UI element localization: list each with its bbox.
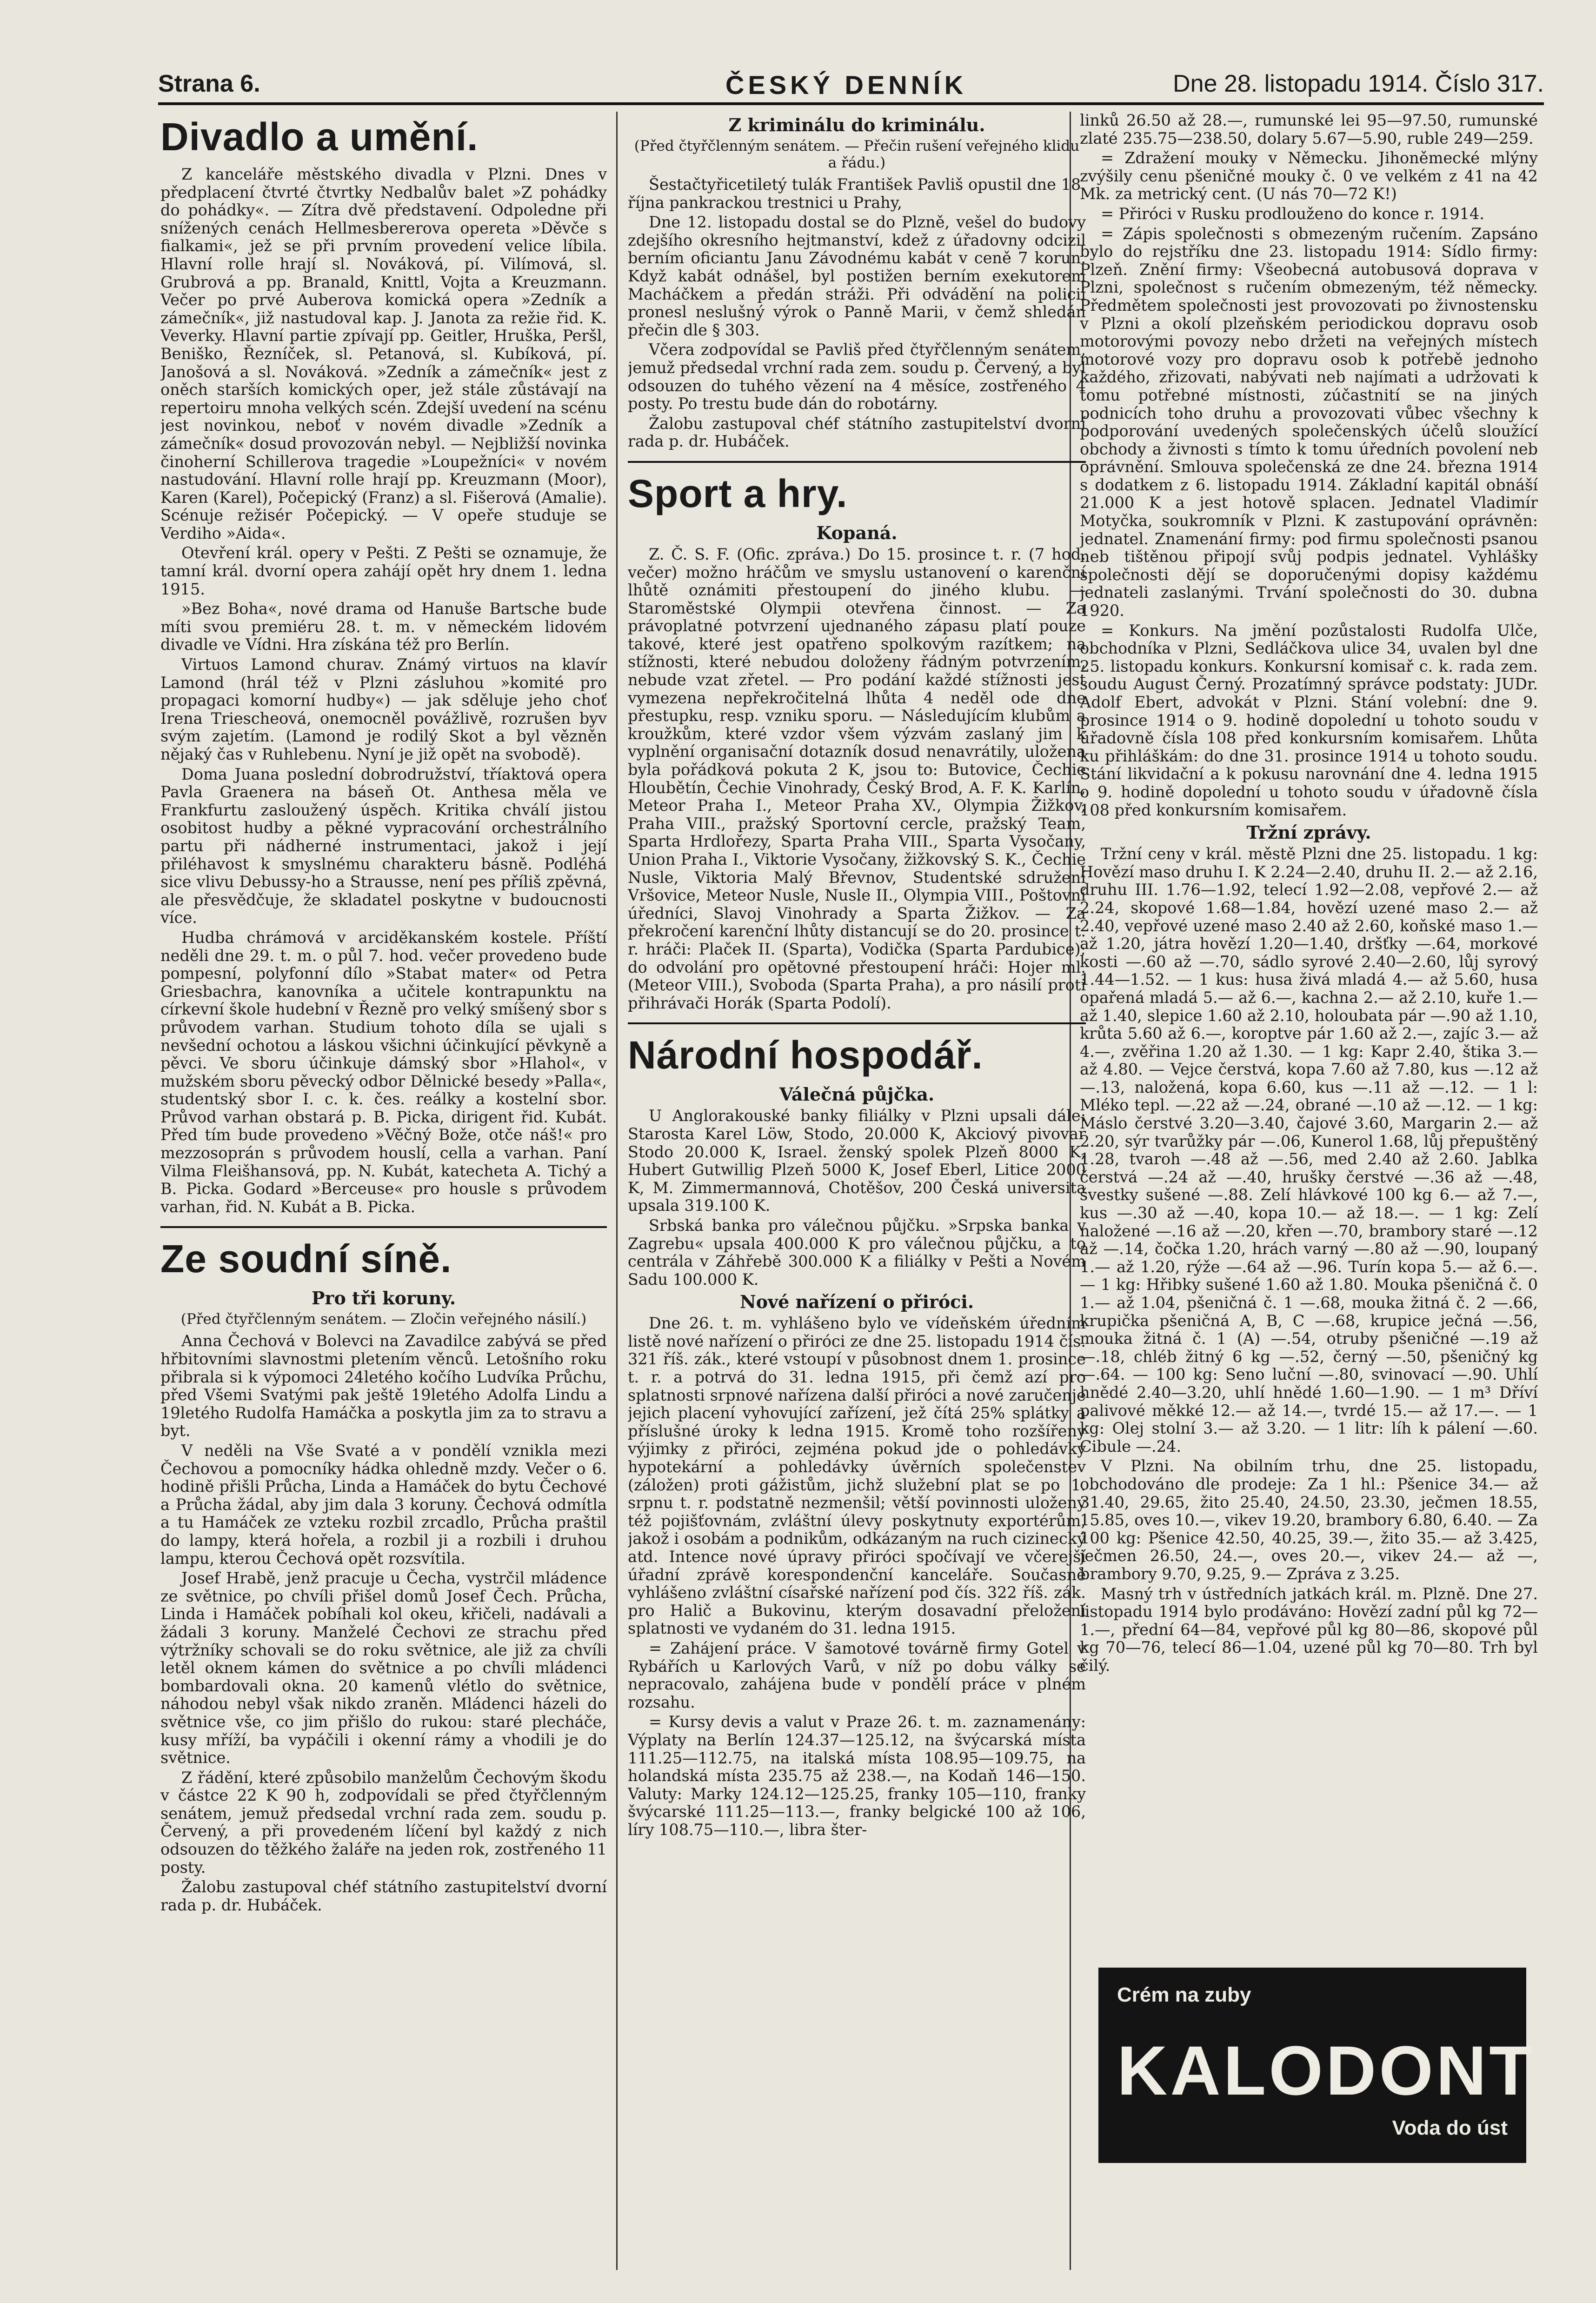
article-paragraph: Josef Hrabě, jenž pracuje u Čecha, vystrčil mládence ze světnice, po chvíli přišel domů Josef Čech. Průcha, Linda i Hamáček pobíhali kol okeu, křičeli, nadávali a žádali 3 koruny. Manželé Čechovi ze strachu před výtržníky schovali se do roku světnice, ale již za chvíli letěl oknem kámen do světnice a po chvíli mládenci bombardovali okna. 20 kamenů vlétlo do světnice, náhodou nebyl však nikdo zraněn. Mládenci házeli do světnice vše, co jim přišlo do rukou: staré plecháče, kusy mříží, ba vypáčili i okenní rámy a vhodili je do světnice. [160, 1569, 607, 1767]
section-rule [160, 1226, 607, 1228]
article-paragraph: = Zápis společnosti s obmezeným ručením. Zapsáno bylo do rejstříku dne 23. listopadu 1914: Sídlo firmy: Plzeň. Znění firmy: Všeobecná autobusová doprava v Plzni, společnost s ručením obmezeným, též německy. Předmětem společnosti jest provozovati po živnostensku v Plzni a okolí plzeňském periodickou dopravu osob motorovými povozy nebo držeti na veřejných místech motorové vozy pro dopravu osob k potřebě jednoho každého, zřizovati, nabývati neb najímati a udržovati k tomu potřebné místnosti, zúčastnití se na jiných podnicích toho druhu a provozovati vůbec všechny k podporování uvedených společenských účelů sloužící obchody a živnosti s tímto k tomu úředních povolení neb oprávnění. Smlouva společenská ze dne 24. března 1914 s dodatkem z 6. listopadu 1914. Základní kapitál obnáší 21.000 K a jest hotově splacen. Jednatel Vladimír Motyčka, soukromník v Plzni. K zastupování oprávněn: jednatel. Znamenání firmy: pod firmu společnosti psanou neb tištěnou připojí svůj podpis jednatel. Vyhlášky společnosti dějí se doporučenými dopisy každému jednateli zaslanými. Trvání společnosti do 30. dubna 1920. [1080, 224, 1538, 620]
article-paragraph: Anna Čechová v Bolevci na Zavadilce zabývá se před hřbitovními slavnostmi pletením věnců. Letošního roku přibrala si k výpomoci 24letého kočího Ludvíka Průchu, před Všemi Svatými pak ještě 19letého Adolfa Lindu a 19letého Rudolfa Hamáčka a poskytla jim za to stravu a byt. [160, 1332, 607, 1440]
column-3 [1080, 112, 1538, 2275]
section-title-court: Ze soudní síně. [160, 1237, 452, 1281]
article-paragraph: Z. Č. S. F. (Ofic. zpráva.) Do 15. prosince t. r. (7 hod. večer) možno hráčům ve smyslu ustanovení o karenční lhůtě oznámiti přestoupení do jiného klubu. — Staroměstské Olympii otevřena činnost. — Za právoplatné potvrzení ujednaného zápasu platí pouze takové, které jest opatřeno spolkovým razítkem; na stížnosti, které nebudou doloženy řádným potvrzením, nebude vzat zřetel. — Pro podání každé stížnosti jest vymezena nepřekročitelná lhůta 4 neděl ode dne přestupku, resp. vzniku sporu. — Následujícím klubům a kroužkům, které vzdor všem výzvám zaslaný jim k vyplnění organisační dotazník dosud nenavrátily, uložena byla pořádková pokuta 2 K, jsou to: Butovice, Čechie Hloubětín, Čechie Vinohrady, Český Brod, A. F. K. Karlín, Meteor Praha I., Meteor Praha XV., Olympia Žižkov, Praha VIII., pražský Sportovní cercle, pražský Team, Sparta Hrdlořezy, Sparta Praha VIII., Sparta Vysočany, Union Praha I., Viktorie Vysočany, žižkovský S. K., Čechie Nusle, Viktoria Malý Břevnov, Studentské sdružení Vršovice, Meteor Nusle, Nusle II., Olympia VIII., Poštovní úředníci, Slavoj Vinohrady a Sparta Žižkov. — Za překročení karenční lhůty distancují se do 20. prosince t. r. hráči: Plaček II. (Sparta), Vodička (Sparta Pardubice); do odvolání pro opětovné přestoupení hráči: Hojer ml. (Meteor VIII.), Svoboda (Sparta Praha), a pro násilí proti přihrávači Horák (Sparta Podolí). [628, 545, 1086, 1012]
masthead: ČESKÝ DENNÍK [725, 70, 967, 100]
ad-line-bottom: Voda do úst [1392, 2116, 1508, 2139]
section-rule [628, 461, 1086, 463]
article-paragraph: = Konkurs. Na jmění pozůstalosti Rudolfa Ulče, obchodníka v Plzni, Sedláčkova ulice 34, uvalen byl dne 25. listopadu konkurs. Konkursní komisař c. k. rada zem. soudu August Černý. Prozatímný správce podstaty: JUDr. Adolf Ebert, advokát v Plzni. Stání volební: dne 9. prosince 1914 o 9. hodině dopolední u tohoto soudu v úřadovně čísla 108 před konkursním komisařem. Lhůta ku přihláškám: do dne 31. prosince 1914 u tohoto soudu. Stání likvidační a k pokusu narovnání dne 4. ledna 1915 o 9. hodině dopolední u tohoto soudu v úřadovně čísla 108 před konkursním komisařem. [1080, 621, 1538, 819]
article-paragraph: Žalobu zastupoval chéf státního zastupitelství dvorní rada p. dr. Hubáček. [160, 1878, 607, 1914]
article-paragraph: = Zahájení práce. V šamotové továrně firmy Gotel v Rybářích u Karlových Varů, v níž po dobu války se nepracovalo, zahájena bude v pondělí práce v plném rozsahu. [628, 1639, 1086, 1711]
section-title-economy: Národní hospodář. [628, 1033, 983, 1077]
article-paragraph: U Anglorakouské banky filiálky v Plzni upsali dále: Starosta Karel Löw, Stodo, 20.000 K, Akciový pivovar Stodo 20.000 K, Israel. ženský spolek Plzeň 8000 K, Hubert Gutwillig Plzeň 5000 K, Josef Eberl, Litice 2000 K, M. Zimmermannová, Chotěšov, 200 Česká universita upsala 319.100 K. [628, 1107, 1086, 1215]
article-paragraph: Z kanceláře městského divadla v Plzni. Dnes v předplacení čtvrté čtvrtky Nedbalův balet »Z pohádky do pohádky«. — Zítra dvě představení. Odpoledne při snížených cenách Hellmesbererova opereta »Děvče s fialkami«, jež se při prvním provedení velice líbila. Hlavní rolle hrají sl. Nováková, pí. Vilímová, sl. Grubrová a pp. Branald, Knittl, Vojta a Kreuzmann. Večer po prvé Auberova komická opera »Zedník a zámečník«, již nastudoval kap. J. Janota za režie řid. K. Veverky. Hlavní partie zpívají pp. Geitler, Hruška, Peršl, Beniško, Řezníček, sl. Petanová, sl. Kubíková, pí. Janošová a sl. Nováková. »Zedník a zámečník« jest z oněch starších komických oper, jež stále zůstávají na repertoiru mnoha velkých scén. Zdejší uvedení na scénu jest novinkou, neboť v novém divadle »Zedník a zámečník« dosud provozován nebyl. — Nejbližší novinka činoherní Schillerova tragedie »Loupežníci« v novém nastudování. Hlavní rolle hrají pp. Kreuzmann (Moor), Karen (Karel), Počepický (Franz) a sl. Fišerová (Amalie). Scénuje režisér Počepický. — V opeře studuje se Verdiho »Aida«. [160, 165, 607, 542]
article-paragraph: Doma Juana poslední dobrodružství, tříaktová opera Pavla Graenera na báseň Ot. Anthesa měla ve Frankfurtu zasloužený úspěch. Kritika chválí jistou osobitost hudby a pěkné vypracování orchestrálního partu při nádherné instrumentaci, jakož i její přiléhavost k smyslnému charakteru básně. Podléhá sice vlivu Debussy-ho a Strausse, není pes příliš zpěvná, ale přesvědčuje, že skladatel poskytne v budoucnosti více. [160, 765, 607, 927]
article-paragraph: Dne 26. t. m. vyhlášeno bylo ve vídeňském úředním listě nové nařízení o přiróci ze dne 25. listopadu 1914 čís. 321 říš. zák., které vstoupí v působnost dnem 1. prosince t. r. a potrvá do 31. ledna 1915, při čemž azí pro splatnosti srpnové nařízena další přiróci a nové zaručenje jejich placení vyhovující zařízení, jež čítá 25% splátky a příslušné úroky k ledna 1915. Kromě toho rozšířeny výjimky z přiróci, zejména pokud jde o pohledávky hypotekární a pohledávky úvěrních společenstev (záložen) proti gážistům, jichž služební plat se po 1. srpnu t. r. podstatně nezmenšil; větší povinnosti uloženy též pojišťovnám, zvláštní úlevy poskytnuty exportérům, jakož i osobám a podnikům, odkázaným na ruch cizinecký atd. Intence nové úpravy přiróci spočívají ve včerejší úřadní zprávě korespondenční kanceláře. Současně vyhlášeno zvláštní císařské nařízení pod čís. 322 říš. zák. pro Halič a Bukovinu, kterým dosavadní přeložení splatnosti ve vydaném do 31. ledna 1915. [628, 1314, 1086, 1638]
article-paragraph: = Kursy devis a valut v Praze 26. t. m. zaznamenány: Výplaty na Berlín 124.37—125.12, na švýcarská místa 111.25—112.75, na italská místa 108.95—109.75, na holandská místa 235.75 až 238.—, na Kodaň 146—150. Valuty: Marky 124.12—125.25, franky 105—110, franky švýcarské 111.25—113.—, franky belgické 100 až 106, líry 108.75—110.—, libra šter- [628, 1713, 1086, 1839]
section-title-sport: Sport a hry. [628, 471, 848, 515]
article-paragraph: Tržní ceny v král. městě Plzni dne 25. listopadu. 1 kg: Hovězí maso druhu I. K 2.24—2.40, druhu II. 2.— až 2.16, druhu III. 1.76—1.92, telecí 1.92—2.08, vepřové 2.— až 2.24, skopové 1.68—1.84, hovězí uzené maso 2.— až 2.40, vepřové uzené maso 2.40 až 2.60, koňské maso 1.— až 1.20, játra hovězí 1.20—1.40, dršťky —.64, morkové kosti —.60 až —.70, sádlo syrové 2.40—2.60, lůj syrový 1.44—1.52. — 1 kus: husa živá mladá 4.— až 5.60, husa opařená mladá 5.— až 6.—, kachna 2.— až 2.10, kuře 1.— až 1.40, slepice 1.60 až 2.10, holoubata pár —.90 až 1.10, krůta 5.60 až 6.—, koroptve pár 1.60 až 2.—, zajíc 3.— až 4.—, zvěřina 1.20 až 1.30. — 1 kg: Kapr 2.40, štika 3.— až 4.80. — Vejce čerstvá, kopa 7.60 až 7.80, kus —.12 až —.13, naložená, kopa 6.60, kus —.11 až —.12. — 1 l: Mléko tepl. —.22 až —.24, obrané —.10 až —.12. — 1 kg: Máslo čerstvé 3.20—3.40, čajové 3.60, Margarin 2.— až 2.20, sýr tvarůžky pár —.06, Kunerol 1.68, lůj přepuštěný 1.28, tvaroh —.48 až —.56, med 2.40 až 2.60. Jablka čerstvá —.24 až —.40, hrušky čerstvé —.36 až —.48, švestky sušené —.88. Zelí hlávkové 100 kg 6.— až 7.—, kus —.30 až —.40, kopa 10.— až 18.—. — 1 kg: Zelí naložené —.16 až —.20, křen —.70, brambory staré —.12 až —.14, čočka 1.20, hrách varný —.80 až —.90, loupaný 1.— až 1.20, rýže —.64 až —.96. Turín kopa 5.— až 6.—. — 1 kg: Hřibky sušené 1.60 až 1.80. Mouka pšeničná č. 0 1.— až 1.04, pšeničná č. 1 —.68, mouka žitná č. 2 —.66, krupička pšeničná A, B, C —.68, krupice ječná —.56, mouka žitná č. 1 (A) —.54, otruby pšeničné —.19 až —.18, chléb žitný 6 kg —.52, černý —.50, pšeničný kg —.64. — 100 kg: Seno luční —.80, svinovací —.90. Uhlí hnědé 2.40—3.20, uhlí hnědé 1.60—1.90. — 1 m³ Dříví palivové měkké 12.— až 14.—, tvrdé 15.— až 17.—. — 1 kg: Olej stolní 3.— až 3.20. — 1 litr: líh k pálení —.60. Cibule —.24. [1080, 845, 1538, 1455]
section-rule [628, 1022, 1086, 1024]
article-headline: Tržní zprávy. [1246, 822, 1371, 843]
section-title-theatre: Divadlo a umění. [160, 115, 479, 159]
article-headline: Z kriminálu do kriminálu. [728, 114, 985, 135]
article-paragraph: V neděli na Vše Svaté a v pondělí vznikla mezi Čechovou a pomocníky hádka ohledně mzdy. Večer o 6. hodině přišli Průcha, Linda a Hamáček do bytu Čechové a Průcha žádal, aby jim dala 3 koruny. Čechová odmítla a tu Hamáček ze vzteku rozbil zrcadlo, Průcha praštil do lampy, která hořela, a rozbil ji a rozbili i druhou lampu, kterou Čechová opět rozsvítila. [160, 1442, 607, 1568]
issue-date: Dne 28. listopadu 1914. Číslo 317. [1173, 70, 1544, 97]
article-paragraph: Masný trh v ústředních jatkách král. m. Plzně. Dne 27. listopadu 1914 bylo prodáváno: Hovězí zadní půl kg 72—1.—, přední 64—84, vepřové půl kg 80—86, skopové půl kg 70—76, telecí 86—1.04, uzené půl kg 70—80. Trh byl čilý. [1080, 1584, 1538, 1675]
article-headline: Nové nařízení o přiróci. [739, 1291, 974, 1313]
article-subheadline: (Před čtyřčlenným senátem. — Přečin rušení veřejného klidu a řádu.) [634, 138, 1080, 171]
article-paragraph: Včera zodpovídal se Pavliš před čtyřčlenným senátem, jemuž předsedal vrchní rada zem. soudu p. Červený, a byl odsouzen do tuhého vězení na 4 měsíce, zostřeného 4 posty. Po trestu bude dán do robotárny. [628, 340, 1086, 413]
article-headline: Válečná půjčka. [779, 1084, 935, 1105]
article-paragraph: Žalobu zastupoval chéf státního zastupitelství dvorní rada p. dr. Hubáček. [628, 414, 1086, 451]
article-paragraph: Hudba chrámová v arciděkanském kostele. Příští neděli dne 29. t. m. o půl 7. hod. večer provedeno bude pompesní, polyfonní dílo »Stabat mater« od Petra Griesbachra, kanovníka a učitele kontrapunktu na církevní škole hudební v Řezně pro velký smíšený sbor s průvodem varhan. Studium tohoto díla se ujali s nevšední ochotou a láskou všichni účinkující pěvkyně a pěvci. Ve sboru účinkuje dámský sbor »Hlahol«, v mužském sboru pěvecký odbor Dělnické besedy »Palla«, studentský sbor I. c. k. čes. reálky a kostelní sbor. Průvod varhan obstará p. B. Picka, dirigent řid. Kubát. Před tím bude provedeno »Věčný Bože, otče náš!« pro mezzosoprán s průvodem houslí, cella a varhan. Paní Vilma Fleišhansová, pp. N. Kubát, katecheta A. Tichý a B. Picka. Godard »Berceuse« pro housle s průvodem varhan, řid. N. Kubát a B. Picka. [160, 928, 607, 1216]
column-2 [628, 112, 1086, 2275]
article-paragraph: »Bez Boha«, nové drama od Hanuše Bartsche bude míti svou premiéru 28. t. m. v německém lidovém divadle ve Vídni. Hra získána též pro Berlín. [160, 600, 607, 654]
ad-line-top: Crém na zuby [1117, 1983, 1251, 2006]
article-paragraph: = Přiróci v Rusku prodlouženo do konce r. 1914. [1101, 204, 1484, 223]
article-paragraph: Dne 12. listopadu dostal se do Plzně, vešel do budovy zdejšího okresního hejtmanství, kdež z úřadovny odcizil berním oficiantu Janu Závodnému kabát v ceně 7 korun. Když kabát odnášel, byl postižen berním exekutorem Macháčkem a předán stráži. Při odvádění na policii pronesl neslušný výrok o Panně Marii, v čemž shledán přečin dle § 303. [628, 213, 1086, 339]
article-paragraph: Z řádění, které způsobilo manželům Čechovým škodu v částce 22 K 90 h, zodpovídali se před čtyřčlenným senátem, jemuž předsedal vrchní rada zem. soudu p. Červený, a při provedeném líčení byl každý z nich odsouzen do těžkého žaláře na jeden rok, zostřeného 11 posty. [160, 1768, 607, 1876]
page-header [158, 70, 1544, 105]
article-paragraph: = Zdražení mouky v Německu. Jihoněmecké mlýny zvýšily cenu pšeničné mouky č. 0 ve velkém z 41 na 42 Mk. za metrický cent. (U nás 70—72 K!) [1080, 149, 1538, 203]
column-1 [160, 112, 607, 2275]
ad-brand: KALODONT [1117, 2031, 1535, 2109]
page-number: Strana 6. [158, 70, 260, 97]
kalodont-advertisement [1098, 1968, 1535, 2163]
article-headline: Pro tři koruny. [311, 1288, 456, 1309]
article-paragraph: Šestačtyřicetiletý tulák František Pavliš opustil dne 18. října pankrackou trestnici u Prahy, [628, 175, 1086, 212]
article-subheadline: (Před čtyřčlenným senátem. — Zločin veřejného násilí.) [180, 1311, 587, 1328]
article-paragraph: Virtuos Lamond churav. Známý virtuos na klavír Lamond (hrál též v Plzni zásluhou »komité pro propagaci komorní hudby«) — jak sděluje jeho choť Irena Triescheová, onemocněl povážlivě, rozrušen byv svým zajetím. (Lamond je rodilý Skot a byl vězněn nějaký čas v Ruhlebenu. Nyní je již opět na svobodě). [160, 655, 607, 763]
article-paragraph: V Plzni. Na obilním trhu, dne 25. listopadu, obchodováno dle prodeje: Za 1 hl.: Pšenice 34.— až 31.40, 29.65, žito 25.40, 24.50, 23.30, ječmen 18.55, 15.85, oves 10.—, vikev 19.20, brambory 6.80, 6.40. — Za 100 kg: Pšenice 42.50, 40.25, 39.—, žito 35.— až 3.425, ječmen 26.50, 24.—, oves 20.—, vikev 24.— až —, brambory 9.70, 9.25, 9.— Zpráva z 3.25. [1080, 1457, 1538, 1583]
article-paragraph: Srbská banka pro válečnou půjčku. »Srpska banka v Zagrebu« upsala 400.000 K pro válečnou půjčku, a to centrála v Záhřebě 300.000 K a filiálky v Pešti a Novém Sadu 100.000 K. [628, 1216, 1086, 1288]
article-paragraph: Otevření král. opery v Pešti. Z Pešti se oznamuje, že tamní král. dvorní opera zahájí opět hry dnem 1. ledna 1915. [160, 544, 607, 598]
article-headline: Kopaná. [816, 522, 898, 543]
column-divider-1 [616, 112, 618, 2270]
article-paragraph: linků 26.50 až 28.—, rumunské lei 95—97.50, rumunské zlaté 235.75—238.50, dolary 5.67—5.90, ruble 249—259. [1080, 112, 1538, 147]
